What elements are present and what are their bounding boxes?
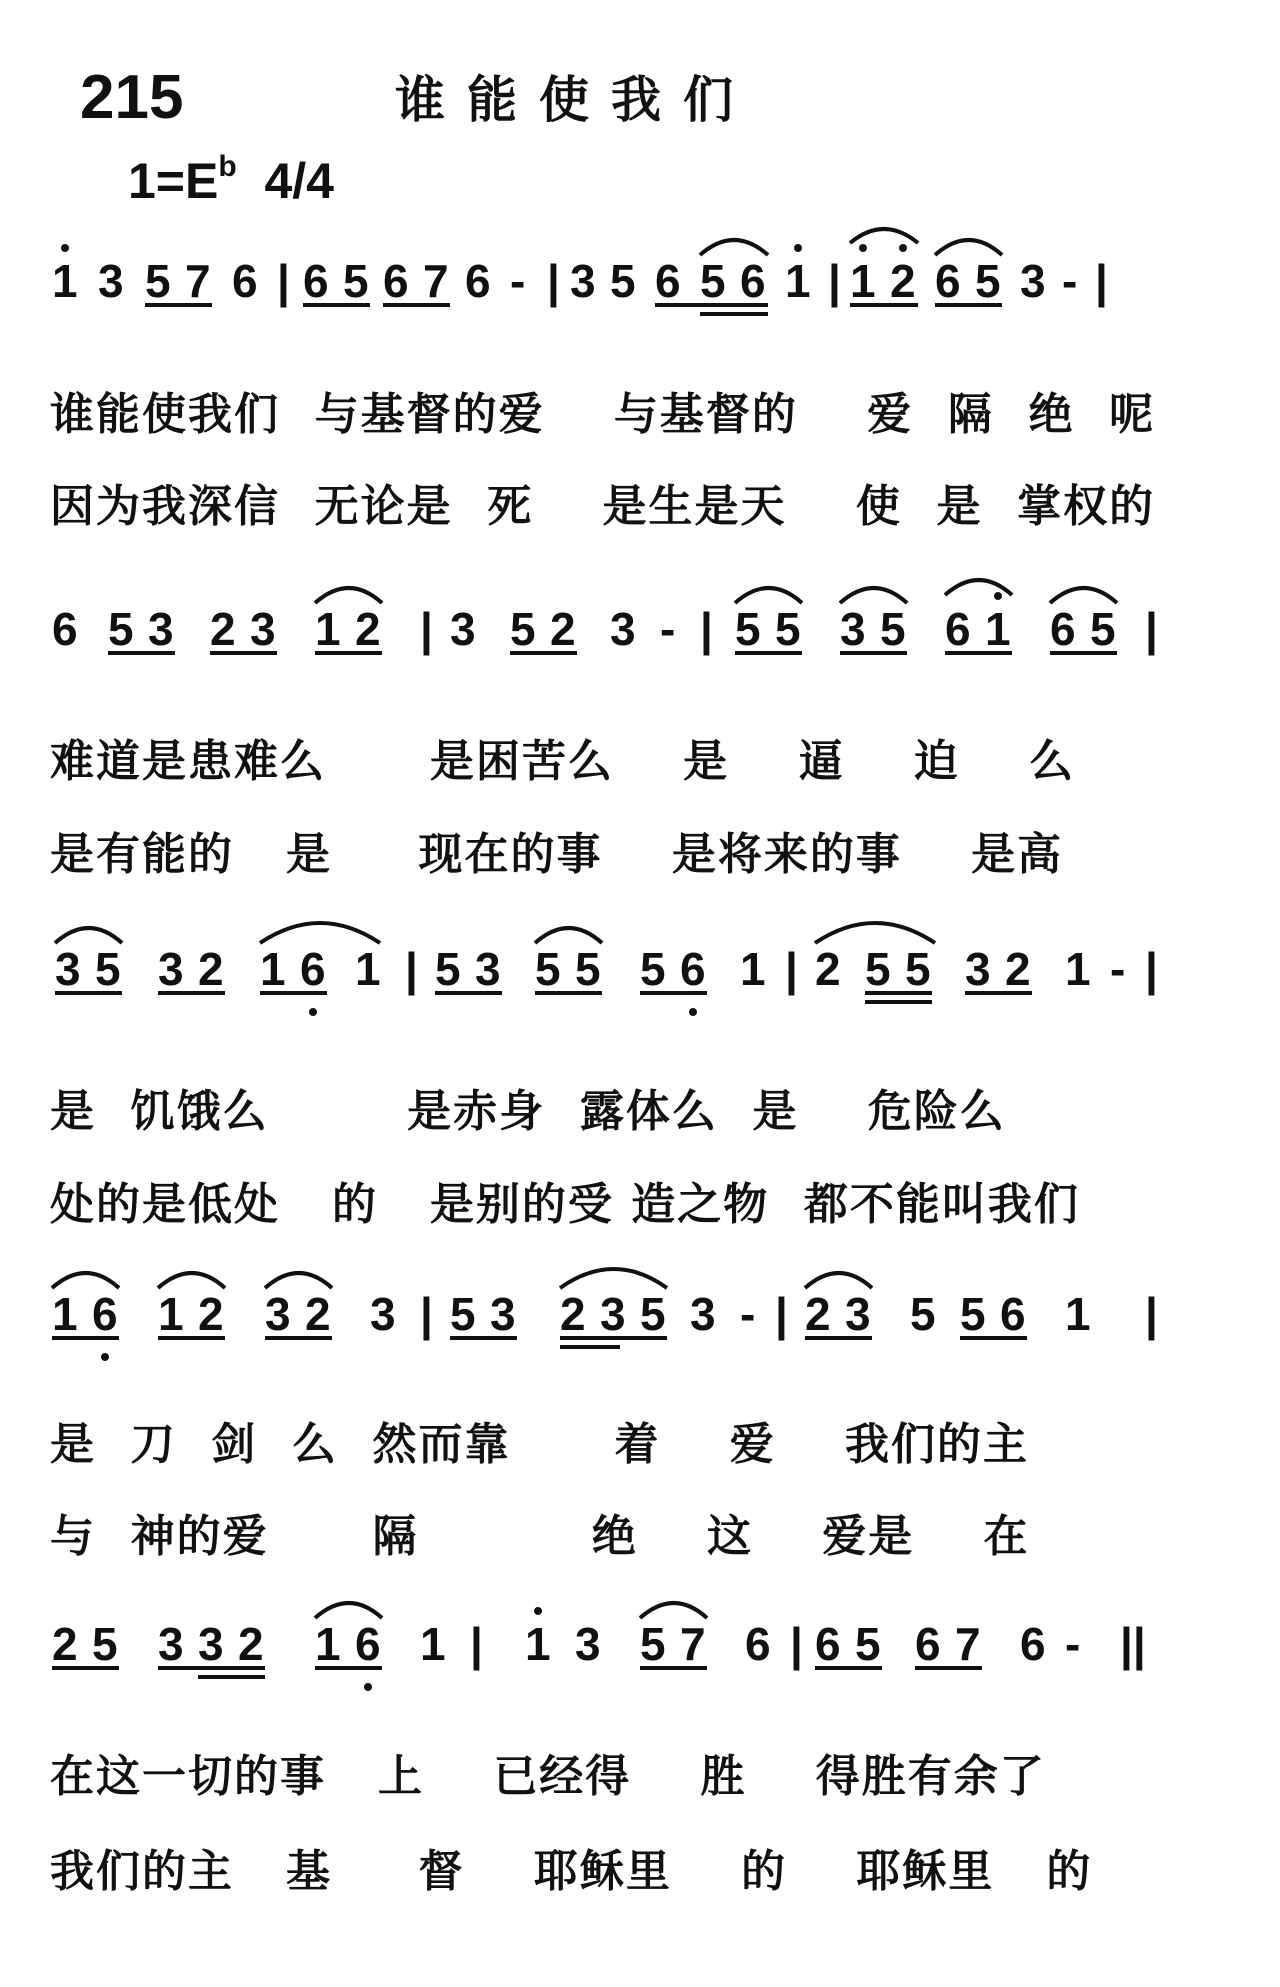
svg-text:3: 3 bbox=[575, 1618, 601, 1670]
svg-text:3: 3 bbox=[610, 603, 636, 655]
key-flat: b bbox=[218, 150, 237, 183]
notation-system-3 bbox=[55, 923, 1158, 1016]
svg-text:1: 1 bbox=[785, 255, 811, 307]
svg-text:6: 6 bbox=[655, 255, 681, 307]
svg-text:5: 5 bbox=[108, 603, 134, 655]
svg-text:2: 2 bbox=[238, 1618, 264, 1670]
svg-text:2: 2 bbox=[198, 943, 224, 995]
svg-text:5: 5 bbox=[92, 1618, 118, 1670]
svg-text:-: - bbox=[1110, 943, 1126, 995]
svg-text:5: 5 bbox=[975, 255, 1001, 307]
svg-text:-: - bbox=[1062, 255, 1078, 307]
svg-text:3: 3 bbox=[250, 603, 276, 655]
svg-text:|: | bbox=[547, 255, 560, 307]
svg-text:6: 6 bbox=[815, 1618, 841, 1670]
svg-text:1: 1 bbox=[355, 943, 381, 995]
svg-text:1: 1 bbox=[315, 1618, 341, 1670]
svg-text:6: 6 bbox=[465, 255, 491, 307]
lyric-line: 处的是低处 的 是别的受 造之物 都不能叫我们 bbox=[50, 1179, 1080, 1230]
svg-text:5: 5 bbox=[775, 603, 801, 655]
svg-text:|: | bbox=[470, 1618, 483, 1670]
svg-text:5: 5 bbox=[343, 255, 369, 307]
svg-text:6: 6 bbox=[740, 255, 766, 307]
svg-text:5: 5 bbox=[450, 1288, 476, 1340]
svg-text:7: 7 bbox=[185, 255, 211, 307]
lyric-line: 因为我深信 无论是 死 是生是天 使 是 掌权的 bbox=[50, 481, 1156, 532]
svg-text:6: 6 bbox=[52, 603, 78, 655]
svg-text:|: | bbox=[420, 603, 433, 655]
svg-text:3: 3 bbox=[845, 1288, 871, 1340]
svg-text:5: 5 bbox=[1090, 603, 1116, 655]
svg-text:3: 3 bbox=[475, 943, 501, 995]
svg-text:-: - bbox=[660, 603, 676, 655]
svg-text:5: 5 bbox=[855, 1618, 881, 1670]
svg-text:3: 3 bbox=[370, 1288, 396, 1340]
svg-text:6: 6 bbox=[915, 1618, 941, 1670]
svg-text:2: 2 bbox=[560, 1288, 586, 1340]
svg-text:|: | bbox=[1145, 1288, 1158, 1340]
lyric-line: 谁能使我们 与基督的爱 与基督的 爱 隔 绝 呢 bbox=[50, 389, 1156, 440]
svg-text:6: 6 bbox=[1000, 1288, 1026, 1340]
svg-text:5: 5 bbox=[610, 255, 636, 307]
svg-text:3: 3 bbox=[490, 1288, 516, 1340]
svg-text:6: 6 bbox=[92, 1288, 118, 1340]
svg-text:1: 1 bbox=[158, 1288, 184, 1340]
svg-text:6: 6 bbox=[232, 255, 258, 307]
svg-text:7: 7 bbox=[955, 1618, 981, 1670]
svg-text:2: 2 bbox=[305, 1288, 331, 1340]
svg-text:2: 2 bbox=[1005, 943, 1031, 995]
notation-system-2 bbox=[52, 580, 1158, 655]
svg-text:1: 1 bbox=[52, 1288, 78, 1340]
svg-text:5: 5 bbox=[535, 943, 561, 995]
svg-text:5: 5 bbox=[910, 1288, 936, 1340]
svg-text:5: 5 bbox=[880, 603, 906, 655]
svg-text:3: 3 bbox=[690, 1288, 716, 1340]
svg-text:|: | bbox=[1095, 255, 1108, 307]
svg-text:6: 6 bbox=[300, 943, 326, 995]
svg-text:3: 3 bbox=[570, 255, 596, 307]
time-signature: 4/4 bbox=[264, 153, 334, 209]
svg-text:5: 5 bbox=[640, 1618, 666, 1670]
notation-system-5 bbox=[52, 1603, 1146, 1691]
svg-text:6: 6 bbox=[1020, 1618, 1046, 1670]
svg-text:6: 6 bbox=[945, 603, 971, 655]
svg-text:|: | bbox=[277, 255, 290, 307]
svg-text:1: 1 bbox=[525, 1618, 551, 1670]
svg-text:6: 6 bbox=[680, 943, 706, 995]
svg-text:-: - bbox=[740, 1288, 756, 1340]
svg-text:|: | bbox=[775, 1288, 788, 1340]
svg-text:|: | bbox=[1145, 603, 1158, 655]
svg-text:3: 3 bbox=[1020, 255, 1046, 307]
svg-text:2: 2 bbox=[198, 1288, 224, 1340]
svg-text:6: 6 bbox=[383, 255, 409, 307]
svg-text:6: 6 bbox=[355, 1618, 381, 1670]
svg-text:1: 1 bbox=[420, 1618, 446, 1670]
svg-text:|: | bbox=[700, 603, 713, 655]
lyric-line: 难道是患难么 是困苦么 是 逼 迫 么 bbox=[50, 736, 1076, 787]
svg-text:5: 5 bbox=[735, 603, 761, 655]
svg-text:2: 2 bbox=[550, 603, 576, 655]
svg-text:|: | bbox=[405, 943, 418, 995]
svg-text:3: 3 bbox=[158, 1618, 184, 1670]
svg-text:1: 1 bbox=[260, 943, 286, 995]
svg-text:|: | bbox=[828, 255, 841, 307]
svg-text:2: 2 bbox=[355, 603, 381, 655]
svg-text:3: 3 bbox=[98, 255, 124, 307]
svg-text:2: 2 bbox=[815, 943, 841, 995]
svg-text:|: | bbox=[1145, 943, 1158, 995]
lyric-line: 我们的主 基 督 耶稣里 的 耶稣里 的 bbox=[50, 1846, 1093, 1897]
svg-text:|: | bbox=[420, 1288, 433, 1340]
key-label: 1=E bbox=[128, 153, 219, 209]
lyric-line: 是有能的 是 现在的事 是将来的事 是高 bbox=[50, 829, 1064, 880]
svg-text:3: 3 bbox=[265, 1288, 291, 1340]
svg-text:-: - bbox=[510, 255, 526, 307]
svg-text:1: 1 bbox=[985, 603, 1011, 655]
svg-text:1: 1 bbox=[740, 943, 766, 995]
svg-text:1: 1 bbox=[52, 255, 78, 307]
lyric-line: 与 神的爱 隔 绝 这 爱是 在 bbox=[50, 1511, 1030, 1562]
song-number: 215 bbox=[80, 63, 184, 132]
svg-text:5: 5 bbox=[510, 603, 536, 655]
svg-text:2: 2 bbox=[210, 603, 236, 655]
svg-text:3: 3 bbox=[450, 603, 476, 655]
svg-text:-: - bbox=[1065, 1618, 1081, 1670]
svg-text:||: || bbox=[1120, 1618, 1146, 1670]
svg-text:5: 5 bbox=[435, 943, 461, 995]
svg-text:5: 5 bbox=[700, 255, 726, 307]
svg-text:5: 5 bbox=[905, 943, 931, 995]
svg-text:5: 5 bbox=[145, 255, 171, 307]
lyric-line: 在这一切的事 上 已经得 胜 得胜有余了 bbox=[50, 1751, 1046, 1802]
svg-text:3: 3 bbox=[148, 603, 174, 655]
svg-text:1: 1 bbox=[850, 255, 876, 307]
svg-text:5: 5 bbox=[960, 1288, 986, 1340]
svg-text:6: 6 bbox=[745, 1618, 771, 1670]
svg-text:1: 1 bbox=[1065, 1288, 1091, 1340]
svg-text:1: 1 bbox=[1065, 943, 1091, 995]
svg-text:2: 2 bbox=[52, 1618, 78, 1670]
notation-system-1 bbox=[52, 229, 1108, 314]
svg-text:5: 5 bbox=[640, 943, 666, 995]
svg-text:3: 3 bbox=[55, 943, 81, 995]
svg-text:2: 2 bbox=[890, 255, 916, 307]
svg-text:5: 5 bbox=[865, 943, 891, 995]
svg-text:1: 1 bbox=[315, 603, 341, 655]
svg-text:3: 3 bbox=[965, 943, 991, 995]
svg-text:|: | bbox=[790, 1618, 803, 1670]
svg-text:2: 2 bbox=[805, 1288, 831, 1340]
svg-text:5: 5 bbox=[575, 943, 601, 995]
svg-text:3: 3 bbox=[158, 943, 184, 995]
svg-text:7: 7 bbox=[423, 255, 449, 307]
svg-text:3: 3 bbox=[840, 603, 866, 655]
lyric-line: 是 饥饿么 是赤身 露体么 是 危险么 bbox=[50, 1086, 1006, 1137]
svg-text:6: 6 bbox=[1050, 603, 1076, 655]
svg-text:6: 6 bbox=[303, 255, 329, 307]
svg-text:5: 5 bbox=[640, 1288, 666, 1340]
song-title: 谁能使我们 bbox=[395, 71, 755, 129]
svg-text:3: 3 bbox=[600, 1288, 626, 1340]
notation-system-4 bbox=[52, 1269, 1158, 1361]
svg-text:3: 3 bbox=[198, 1618, 224, 1670]
svg-text:|: | bbox=[785, 943, 798, 995]
svg-text:6: 6 bbox=[935, 255, 961, 307]
svg-text:5: 5 bbox=[95, 943, 121, 995]
svg-text:7: 7 bbox=[680, 1618, 706, 1670]
lyric-line: 是 刀 剑 么 然而靠 着 爱 我们的主 bbox=[50, 1419, 1030, 1470]
